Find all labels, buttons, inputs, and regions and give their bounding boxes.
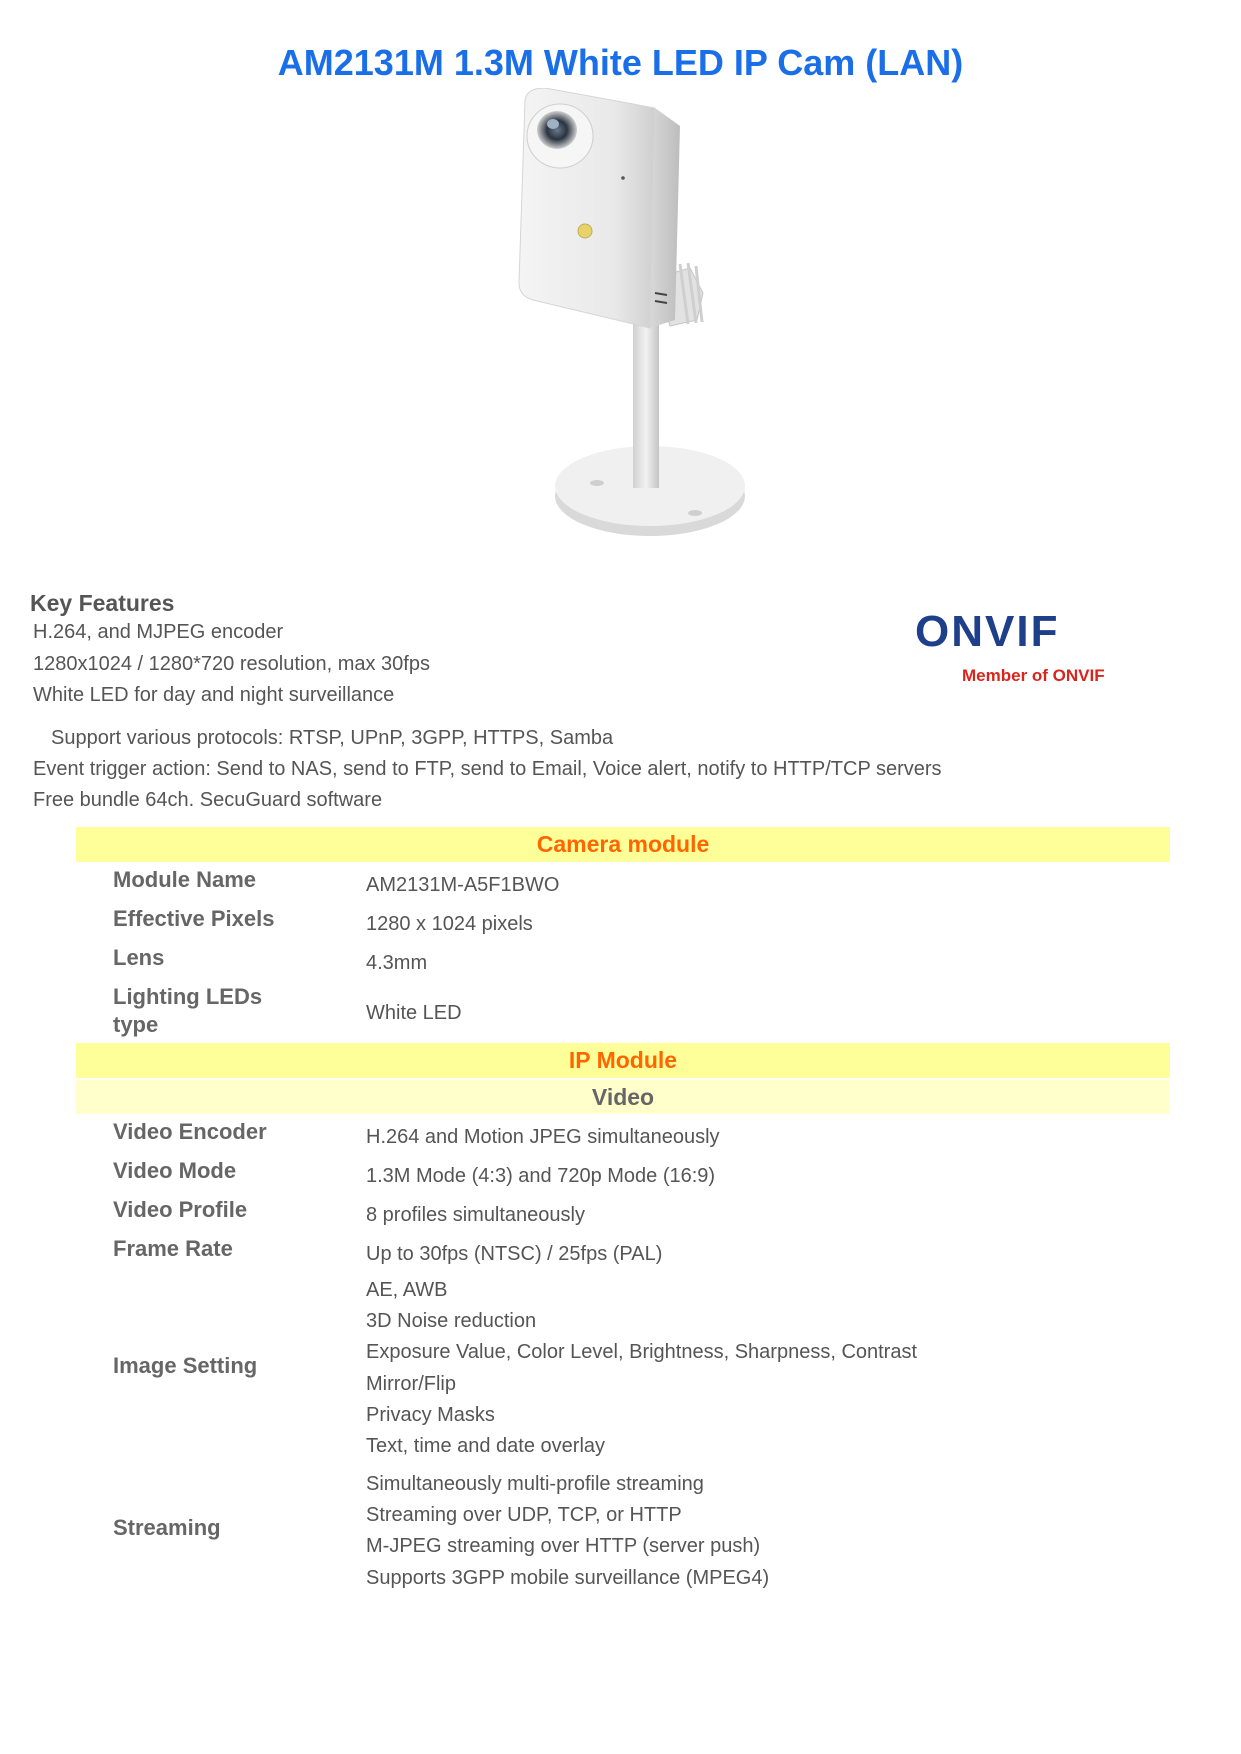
spec-value: White LED	[366, 1002, 462, 1024]
feature-item: Event trigger action: Send to NAS, send to FTP, send to Email, Voice alert, notify to HTTP/TCP servers	[33, 758, 942, 780]
spec-label: Lens	[113, 945, 165, 970]
spec-label: Video Profile	[113, 1197, 248, 1222]
spec-value: Up to 30fps (NTSC) / 25fps (PAL)	[366, 1243, 663, 1265]
spec-value-line: Supports 3GPP mobile surveillance (MPEG4)	[366, 1566, 770, 1589]
video-subheading: Video	[76, 1080, 1170, 1114]
feature-item: Free bundle 64ch. SecuGuard software	[33, 789, 383, 811]
image-setting-values	[366, 1275, 917, 1462]
feature-item: White LED for day and night surveillance	[33, 684, 395, 706]
ip-module-heading: IP Module	[76, 1043, 1170, 1078]
spec-label: Streaming	[113, 1515, 221, 1540]
ip-camera-icon	[505, 88, 765, 548]
spec-value-line: M-JPEG streaming over HTTP (server push)	[366, 1535, 761, 1558]
spec-value: 4.3mm	[366, 952, 428, 974]
spec-value-line: Streaming over UDP, TCP, or HTTP	[366, 1504, 682, 1527]
spec-value: AM2131M-A5F1BWO	[366, 874, 560, 896]
spec-label: Frame Rate	[113, 1236, 233, 1261]
spec-value-line: Exposure Value, Color Level, Brightness, Sharpness, Contrast	[366, 1341, 918, 1364]
page-title: AM2131M 1.3M White LED IP Cam (LAN)	[277, 42, 964, 83]
spec-label: Lighting LEDs type	[113, 984, 263, 1037]
spec-label: Image Setting	[113, 1353, 258, 1378]
spec-value-line: 3D Noise reduction	[366, 1310, 537, 1333]
spec-label: Video Mode	[113, 1158, 237, 1183]
spec-value-line: AE, AWB	[366, 1279, 448, 1301]
spec-label: Video Encoder	[113, 1119, 267, 1144]
streaming-values	[366, 1469, 769, 1594]
spec-label: Module Name	[113, 867, 257, 892]
spec-value-line: Mirror/Flip	[366, 1372, 456, 1395]
spec-label: Effective Pixels	[113, 906, 275, 931]
spec-value-line: Privacy Masks	[366, 1403, 495, 1426]
feature-item: H.264, and MJPEG encoder	[33, 621, 284, 643]
onvif-logo-text: ONVIF	[915, 607, 1060, 656]
feature-item: 1280x1024 / 1280*720 resolution, max 30fps	[33, 653, 430, 675]
spec-value: 1280 x 1024 pixels	[366, 913, 533, 935]
key-features-heading: Key Features	[30, 590, 175, 616]
onvif-logo	[915, 596, 1115, 676]
spec-value-line: Text, time and date overlay	[366, 1434, 606, 1457]
camera-module-heading: Camera module	[76, 827, 1170, 862]
onvif-member-text: Member of ONVIF	[962, 666, 1105, 685]
spec-value: H.264 and Motion JPEG simultaneously	[366, 1126, 720, 1148]
spec-value-line: Simultaneously multi-profile streaming	[366, 1473, 704, 1495]
spec-value: 1.3M Mode (4:3) and 720p Mode (16:9)	[366, 1165, 716, 1187]
feature-item: Support various protocols: RTSP, UPnP, 3GPP, HTTPS, Samba	[51, 727, 614, 749]
spec-value: 8 profiles simultaneously	[366, 1204, 585, 1226]
